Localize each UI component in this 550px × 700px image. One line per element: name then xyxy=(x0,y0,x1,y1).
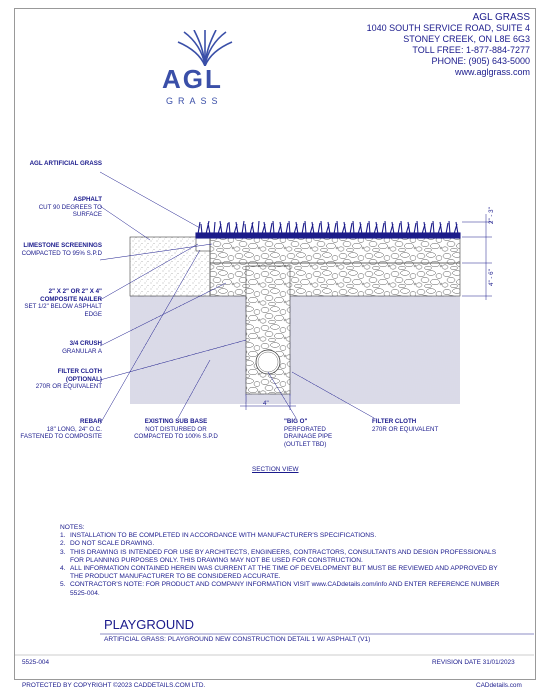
company-website[interactable]: www.aglgrass.com xyxy=(454,67,530,77)
company-address-line2: STONEY CREEK, ON L8E 6G3 xyxy=(403,34,530,44)
section-view-label: SECTION VIEW xyxy=(252,466,299,473)
note-item: 4. ALL INFORMATION CONTAINED HEREIN WAS CURRENT AT THE TIME OF DEVELOPMENT BUT MUST BE REVIEWED AND APPROVED BY THE PRODUCT MANUFACTURER TO BE CONSIDERED ACCURATE. xyxy=(60,565,498,581)
note-item: 5. CONTRACTOR'S NOTE: FOR PRODUCT AND COMPANY INFORMATION VISIT www.CADdetails.com/info AND ENTER REFERENCE NUMBER 5525-004. xyxy=(60,581,500,597)
caddetails-link[interactable]: CADdetails.com xyxy=(476,682,522,689)
drawing-title: PLAYGROUND xyxy=(104,617,195,632)
callout-big-o-pipe: "BIG O" PERFORATED DRAINAGE PIPE (OUTLET TBD) xyxy=(284,418,333,448)
callout-filter-cloth: FILTER CLOTH 270R OR EQUIVALENT xyxy=(372,418,439,433)
callout-asphalt: ASPHALT CUT 90 DEGREES TO SURFACE xyxy=(38,196,102,218)
dimension-base-depth: 4" - 6" xyxy=(488,269,495,286)
callout-nailer: 2" X 2" OR 2" X 4" COMPOSITE NAILER SET 1/2" BELOW ASPHALT EDGE xyxy=(24,288,102,318)
company-name: AGL GRASS xyxy=(472,12,530,23)
callout-limestone: LIMESTONE SCREENINGS COMPACTED TO 95% S.P.D xyxy=(21,242,102,257)
revision-date: REVISION DATE 31/01/2023 xyxy=(432,659,515,666)
logo-wordmark: AGL xyxy=(162,64,223,94)
copyright-text: PROTECTED BY COPYRIGHT ©2023 CADDETAILS.COM LTD. xyxy=(22,682,206,689)
dimension-grass-height: 2" - 3" xyxy=(488,207,495,224)
logo-subtitle: GRASS xyxy=(166,96,223,106)
drawing-subtitle: ARTIFICIAL GRASS: PLAYGROUND NEW CONSTRUCTION DETAIL 1 W/ ASPHALT (V1) xyxy=(104,636,371,643)
note-item: 1. INSTALLATION TO BE COMPLETED IN ACCORDANCE WITH MANUFACTURER'S SPECIFICATIONS. xyxy=(60,532,377,540)
callout-artificial-grass: AGL ARTIFICIAL GRASS xyxy=(29,160,102,167)
callout-rebar: REBAR 18" LONG, 24" O.C. FASTENED TO COMPOSITE xyxy=(20,418,102,440)
callout-filter-cloth-optional: FILTER CLOTH (OPTIONAL) 270R OR EQUIVALENT xyxy=(35,368,102,390)
notes-title: NOTES: xyxy=(60,524,85,531)
note-item: 3. THIS DRAWING IS INTENDED FOR USE BY ARCHITECTS, ENGINEERS, CONTRACTORS, CONSULTANTS AND DESIGN PROFESSIONALS FOR PLANNING PURPOSES ONLY. THIS DRAWING MAY NOT BE USED FOR CONSTRUCTION. xyxy=(60,548,497,564)
note-item: 2. DO NOT SCALE DRAWING. xyxy=(60,540,155,548)
company-address-line1: 1040 SOUTH SERVICE ROAD, SUITE 4 xyxy=(366,23,530,33)
callout-crush: 3/4 CRUSH GRANULAR A xyxy=(62,340,102,355)
reference-number: 5525-004 xyxy=(22,659,50,666)
company-phone: PHONE: (905) 643-5000 xyxy=(431,56,530,66)
company-tollfree: TOLL FREE: 1-877-884-7277 xyxy=(412,45,530,55)
callout-sub-base: EXISTING SUB BASE NOT DISTURBED OR COMPACTED TO 100% S.P.D xyxy=(134,418,218,440)
dimension-trench-width: 4" xyxy=(263,400,269,407)
